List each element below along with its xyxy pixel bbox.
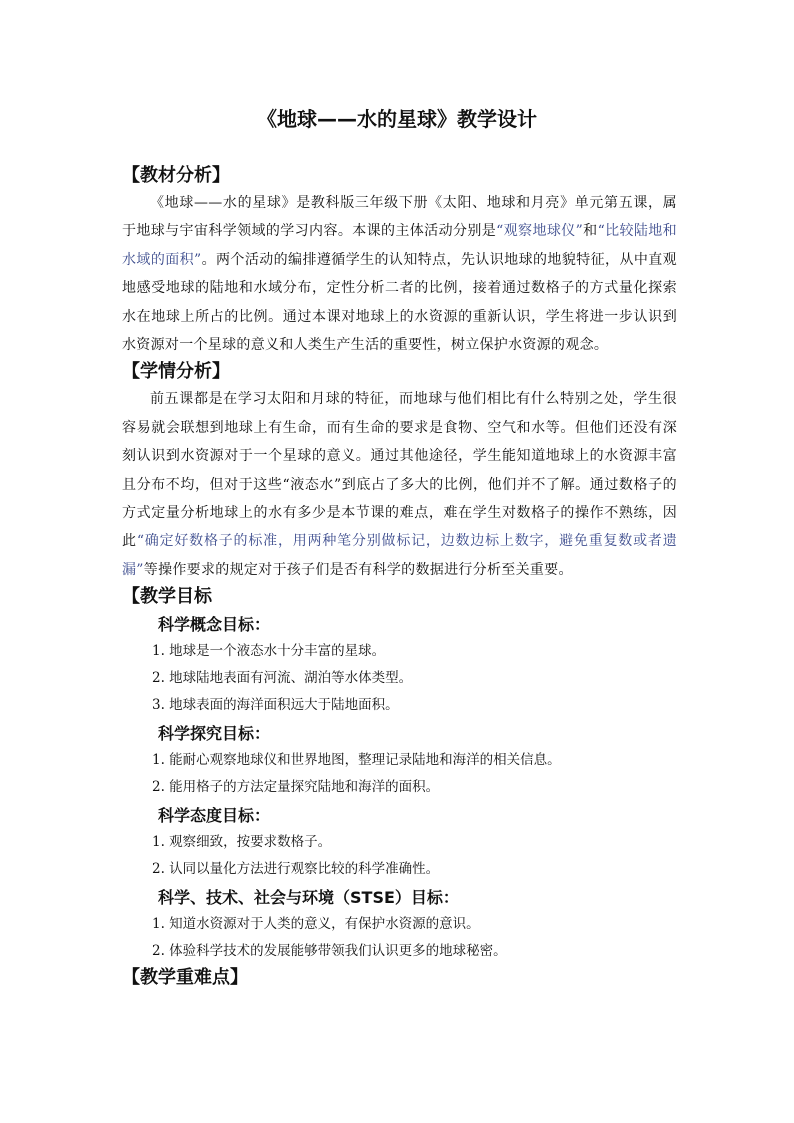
material-analysis-quote-2: “比较陆地和水域的面积” (122, 223, 677, 268)
document-body (122, 163, 677, 991)
section-heading-learner-analysis: 【学情分析】 (122, 361, 230, 383)
inquiry-goals-list (122, 747, 677, 801)
material-analysis-quote-1: “观察地球仪” (496, 223, 584, 240)
subheading-inquiry-goals: 科学探究目标： (158, 724, 271, 744)
learner-analysis-paragraph (122, 385, 677, 584)
subheading-stse-goals: 科学、技术、社会与环境（STSE）目标： (158, 888, 459, 908)
learner-analysis-text-2: 到底占了多大的比例，他们并不了解。通过数格子的方式定量分析地球上的水有多少是本节课的难点，难在学生对数格子的操作不熟练，因此 (122, 476, 677, 550)
subheading-concept-goals: 科学概念目标： (158, 615, 271, 635)
learner-analysis-quote-1: “液态水” (282, 476, 342, 493)
section-heading-teaching-goals: 【教学目标 (122, 586, 212, 608)
list-item: 2. 地球陆地表面有河流、湖泊等水体类型。 (152, 670, 413, 687)
list-item: 2. 认同以量化方法进行观察比较的科学准确性。 (152, 861, 440, 878)
stse-goals-list (122, 911, 677, 965)
list-item: 1. 能耐心观察地球仪和世界地图，整理记录陆地和海洋的相关信息。 (152, 752, 561, 769)
learner-analysis-text-3: 等操作要求的规定对于孩子们是否有科学的数据进行分析至关重要。 (143, 561, 573, 578)
material-analysis-paragraph (122, 189, 677, 359)
material-analysis-text-2: 。两个活动的编排遵循学生的认知特点，先认识地球的地貌特征，从中直观地感受地球的陆地和水域分布，定性分析二者的比例，接着通过数格子的方式量化探索水在地球上所占的比例。通过本课对地球上的水资源的重新认识，学生将进一步认识到水资源对一个星球的意义和人类生产生活的重要性，树立保护水资源的观念。 (122, 251, 677, 354)
list-item: 1. 观察细致，按要求数格子。 (152, 834, 332, 851)
attitude-goals-list (122, 829, 677, 883)
subheading-attitude-goals: 科学态度目标： (158, 806, 271, 826)
list-item: 3. 地球表面的海洋面积远大于陆地面积。 (152, 697, 399, 714)
list-item: 1. 知道水资源对于人类的意义，有保护水资源的意识。 (152, 916, 480, 933)
list-item: 1. 地球是一个液态水十分丰富的星球。 (152, 643, 386, 660)
learner-analysis-quote-2: “确定好数格子的标准，用两种笔分别做标记，边数边标上数字，避免重复数或者遗漏” (122, 533, 677, 578)
concept-goals-list (122, 638, 677, 719)
document-title: 《地球——水的星球》教学设计 (257, 107, 537, 131)
learner-analysis-text-1: 前五课都是在学习太阳和月球的特征，而地球与他们相比有什么特别之处，学生很容易就会联想到地球上有生命，而有生命的要求是食物、空气和水等。但他们还没有深刻认识到水资源对于一个星球的意义。通过其他途径，学生能知道地球上的水资源丰富且分布不均，但对于这些 (122, 391, 677, 493)
material-analysis-text-1: 《地球——水的星球》是教科版三年级下册《太阳、地球和月亮》单元第五课，属于地球与宇宙科学领域的学习内容。本课的主体活动分别是 (122, 195, 677, 240)
list-item: 2. 体验科学技术的发展能够带领我们认识更多的地球秘密。 (152, 943, 507, 960)
list-item: 2. 能用格子的方法定量探究陆地和海洋的面积。 (152, 779, 440, 796)
material-analysis-and: 和 (583, 223, 598, 240)
section-heading-material-analysis: 【教材分析】 (122, 165, 230, 186)
section-heading-key-points: 【教学重难点】 (122, 967, 248, 989)
